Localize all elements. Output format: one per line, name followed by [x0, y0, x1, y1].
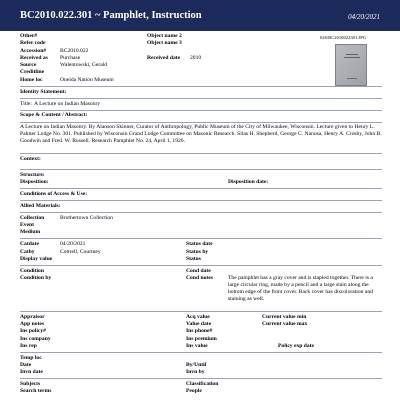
source-value: Walentowski, Gerald	[60, 62, 108, 69]
structure-label: Structure:	[20, 171, 45, 178]
home-loc-value: Oneida Nation Museum	[60, 76, 114, 83]
field-label: Catdate	[20, 241, 39, 248]
field-label: Status	[186, 255, 201, 262]
divider	[20, 122, 382, 123]
catdate-value: 04/20/2021	[60, 241, 86, 248]
field-label: Acq value	[186, 313, 210, 320]
field-label: Current value max	[262, 320, 308, 327]
field-label: Received date	[147, 54, 181, 61]
id-block	[20, 33, 382, 84]
condition-by-label: Condition by	[20, 275, 52, 282]
field-label: Home loc	[20, 76, 43, 83]
divider	[20, 86, 382, 87]
print-date: 04/20/2021	[348, 13, 380, 21]
field-label: Date	[20, 361, 32, 368]
field-label: Display value	[20, 255, 53, 262]
disposition-label: Disposition:	[20, 179, 49, 186]
field-label: Object name 3	[147, 40, 182, 47]
field-label: Value date	[186, 320, 212, 327]
divider	[20, 238, 382, 239]
divider	[20, 311, 382, 312]
field-label: Subjects	[20, 381, 41, 388]
field-label: App notes	[20, 320, 45, 327]
divider	[20, 265, 382, 266]
received-as-value: Purchase	[60, 54, 81, 61]
record-header	[0, 0, 400, 31]
condition-label: Condition	[20, 267, 44, 274]
collection-value: Brothertown Collection	[60, 214, 113, 221]
field-label: Accession#	[20, 47, 47, 54]
record-title: BC2010.022.301 ~ Pamphlet, Instruction	[20, 10, 202, 21]
image-filename: 026\BC2010022301.JPG	[320, 35, 367, 40]
field-label: Ins phone#	[186, 328, 213, 335]
field-label: Classification	[186, 381, 219, 388]
field-label: Invn date	[20, 369, 43, 376]
field-label: Status by	[186, 248, 209, 255]
field-label: Other#	[20, 33, 38, 39]
field-label: Catby	[20, 248, 35, 255]
identity-heading: Identity Statement:	[20, 88, 67, 95]
cond-notes-text: The pamphlet has a gray cover and is stapled together. There is a large circular ring, made by a pencil and a large stain along the bottom edge of the front cover. Back cover has discoloration and staining as well.	[228, 275, 373, 302]
divider	[20, 188, 382, 189]
field-label: Appraisor	[20, 313, 45, 320]
field-label: Invn by	[186, 369, 205, 376]
divider	[20, 110, 382, 111]
field-label: Policy exp date	[278, 342, 315, 349]
field-label: Source	[20, 62, 37, 69]
scope-text: A Lecture on Indian Masonry. By Alanson Skinner, Curator of Anthropology, Public Museum of the City of Milwaukee, Wisconsin. Lecture given to Henry L. Palmer Lodge No. 301. Published by Wisconsin Grand Lodge Committee on Masonic Research. Silas H. Shepherd, George C. Nanosa, Henry A. Crosby, John B. Goodwin and Fred. W. Russell. Research Pamphlet No. 24, April 1, 1926.	[20, 124, 382, 145]
field-label: Ins company	[20, 335, 51, 342]
scope-heading: Scope & Content / Abstract:	[20, 112, 88, 119]
divider	[20, 212, 382, 213]
record-body	[20, 33, 382, 396]
disposition-date-label: Disposition date:	[228, 179, 269, 186]
divider	[20, 352, 382, 353]
field-label: Temp loc	[20, 354, 42, 361]
divider	[20, 153, 382, 154]
field-label: Status date	[186, 241, 213, 248]
medium-label: Medium	[20, 229, 41, 236]
allied-label: Allied Materials:	[20, 202, 61, 209]
divider	[20, 378, 382, 379]
divider	[20, 200, 382, 201]
event-label: Event	[20, 222, 34, 229]
field-label: Current value min	[262, 313, 307, 320]
field-label: Refer code	[20, 40, 46, 47]
field-label: Received as	[20, 54, 48, 61]
collection-label: Collection	[20, 214, 45, 221]
field-label: Creditline	[20, 69, 45, 76]
divider	[20, 98, 382, 99]
divider	[20, 169, 382, 170]
received-date-value: 2010	[190, 54, 202, 61]
cond-notes-label: Cond notes	[186, 275, 213, 282]
field-label: Ins value	[186, 342, 208, 349]
context-label: Context:	[20, 155, 41, 162]
field-label: Ins premium	[186, 335, 217, 342]
field-label: By/Until	[186, 361, 207, 368]
accession-value: BC2010.022	[60, 47, 89, 54]
title-label: Title:	[20, 100, 32, 107]
field-label: People	[186, 388, 202, 395]
field-label: Search terms	[20, 388, 52, 395]
cond-date-label: Cond date	[186, 267, 211, 274]
catby-value: Cottrell, Courtney	[60, 248, 101, 255]
conditions-label: Conditions of Access & Use:	[20, 190, 88, 197]
field-label: Ins rep	[20, 342, 37, 349]
field-label: Object name 2	[147, 33, 182, 39]
field-label: Ins policy#	[20, 328, 46, 335]
title-value: A Lecture on Indian Masonry	[34, 100, 101, 107]
